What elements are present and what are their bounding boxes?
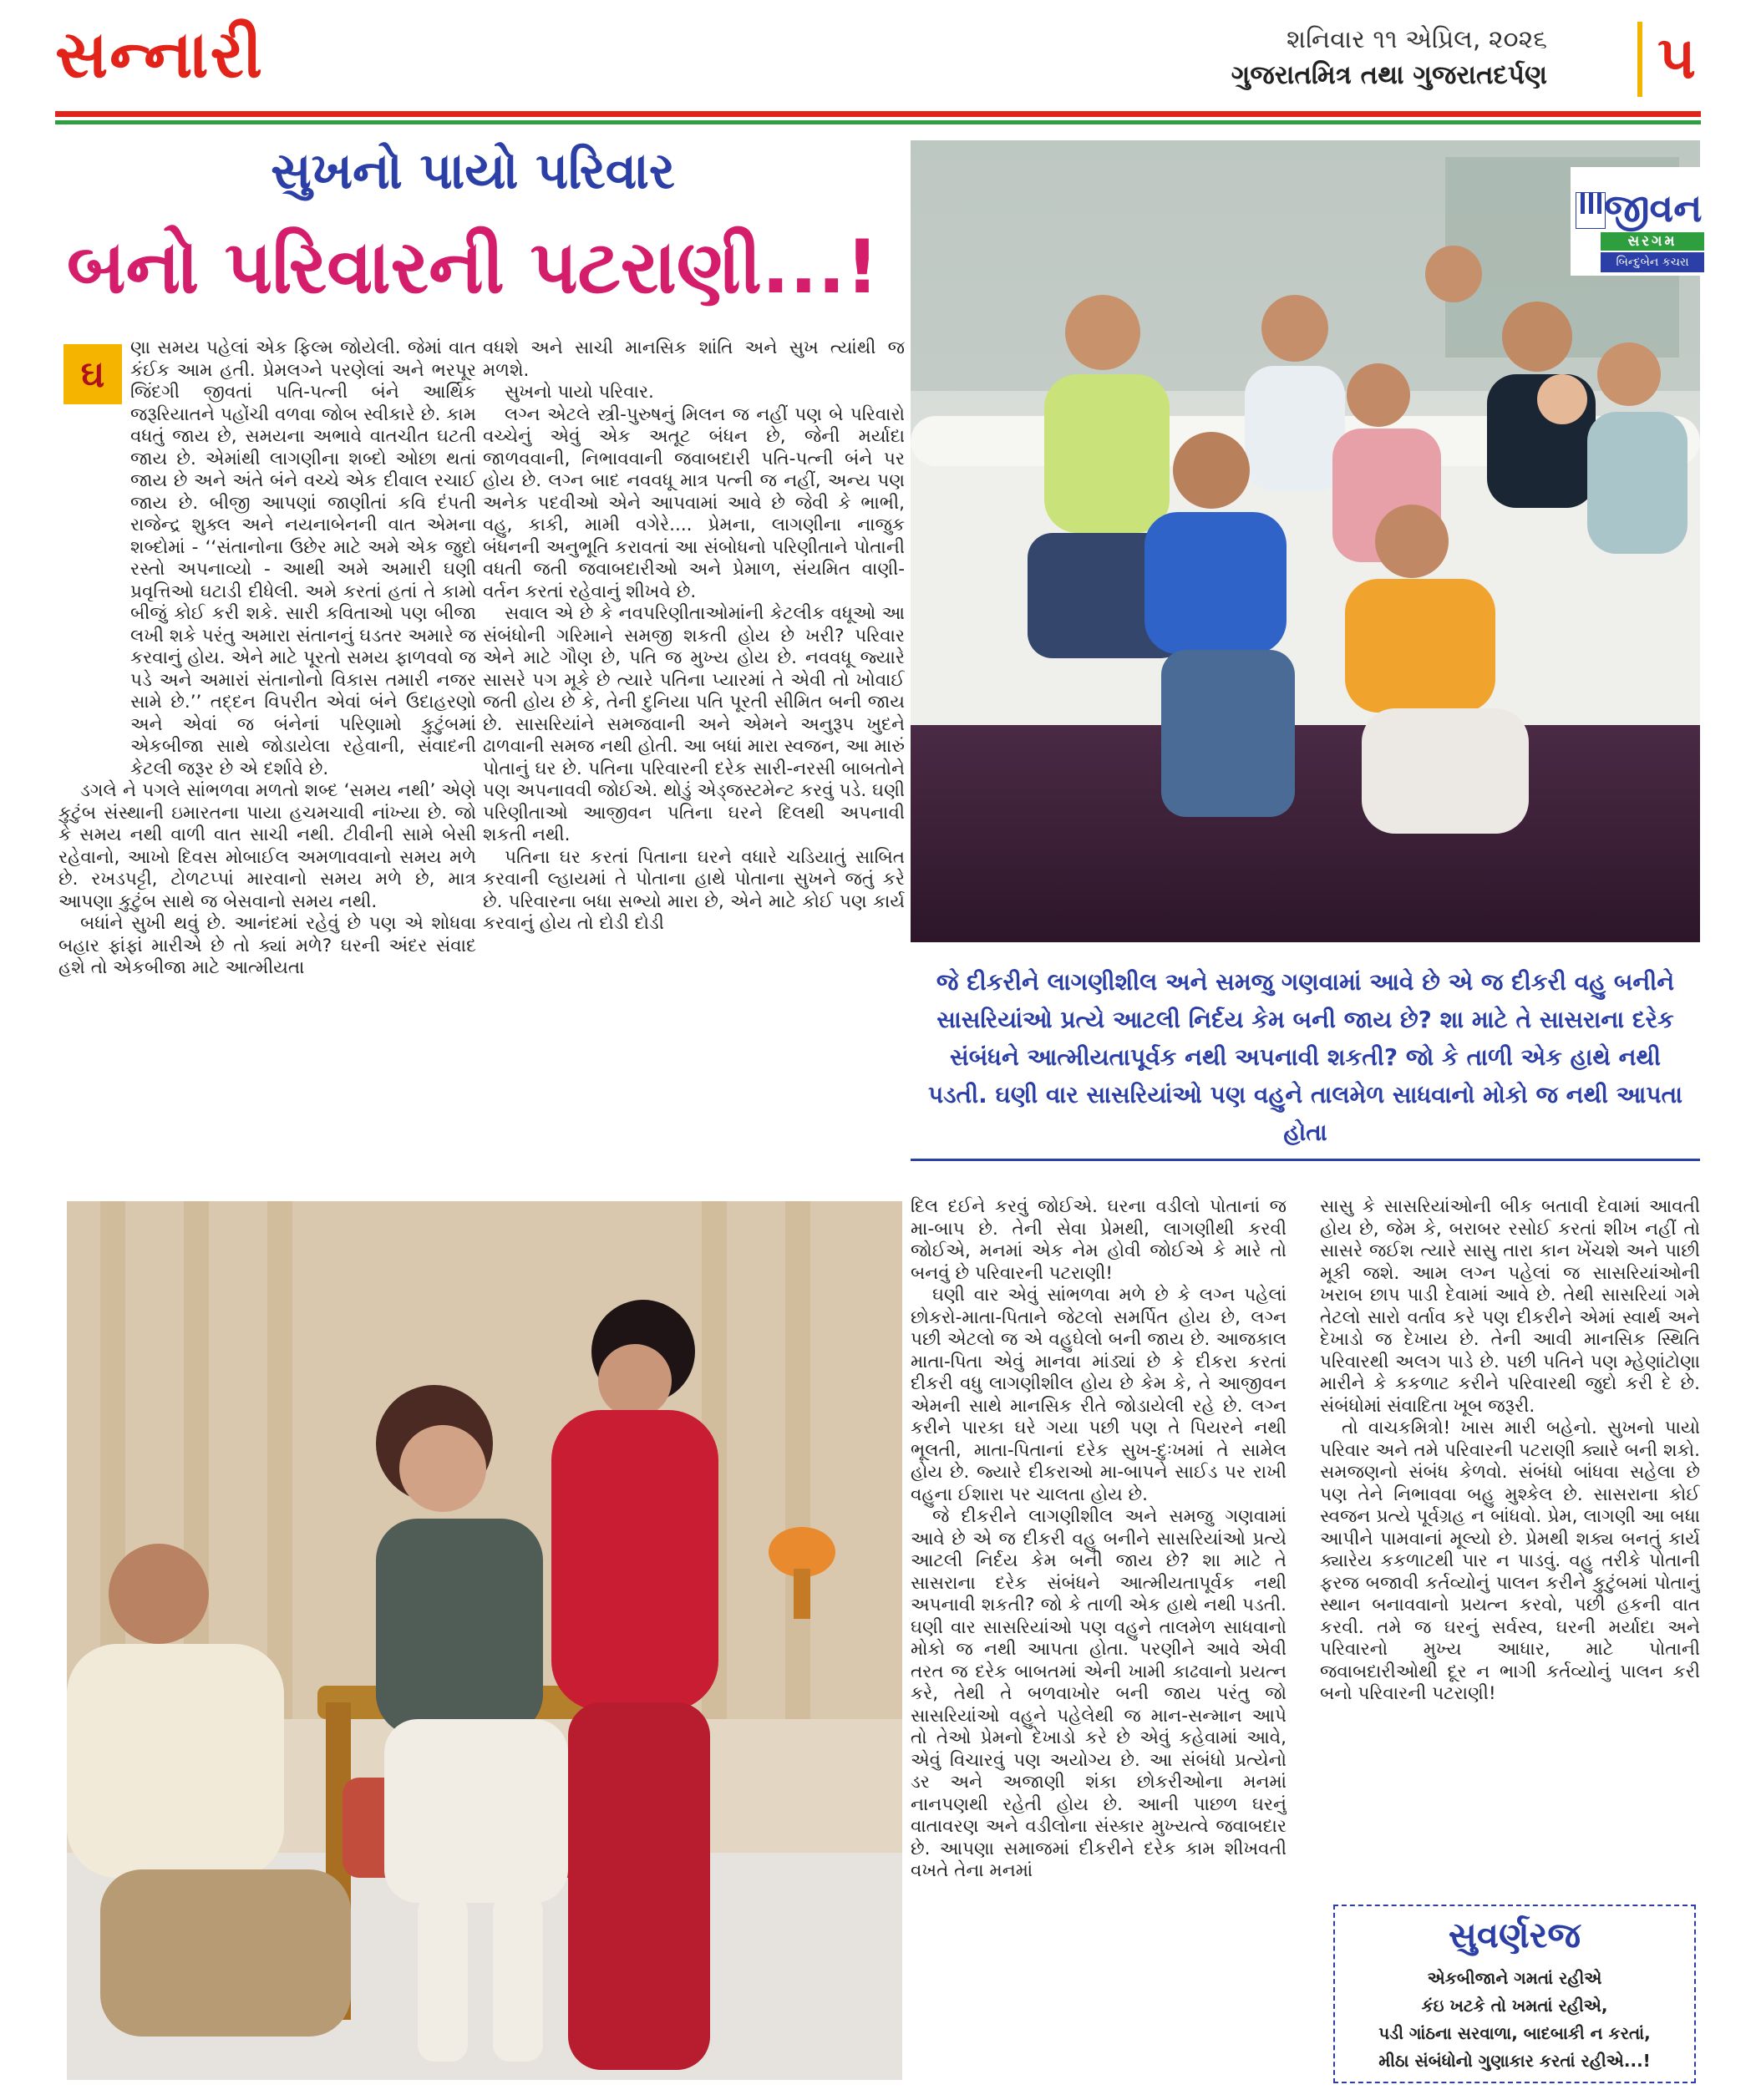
quote-title: સુવર્ણરજ (1448, 1915, 1581, 1955)
pullquote-text: જે દીકરીને લાગણીશીલ અને સમજુ ગણવામાં આવે છે એ જ દીકરી વહુ બનીને સાસરિયાંઓ પ્રત્યે આટલી નિર્દય કેમ બની જાય છે? શા માટે તે સાસરાના દરેક સંબંધને આત્મીયતાપૂર્વક નથી અપનાવી શકતી? જો કે તાળી એક હાથે નથી પડતી. ઘણી વાર સાસરિયાંઓ પણ વહુને તાલમેળ સાધવાનો મોકો જ નથી આપતા હોતા (928, 968, 1682, 1146)
paragraph: સાસુ કે સાસરિયાંઓની બીક બતાવી દેવામાં આવતી હોય છે, જેમ કે, બરાબર રસોઈ કરતાં શીખ નહીં તો સાસરે જઈશ ત્યારે સાસુ તારા કાન ખેંચશે અને પાછી મૂકી જશે. આમ લગ્ન પહેલાં જ સાસરિયાંઓની ખરાબ છાપ પાડી દેવામાં આવે છે. તેથી સાસરિયાં ગમે તેટલો સારો વર્તાવ કરે પણ દીકરીને એમાં સ્વાર્થ અને દેખાડો જ દેખાય છે. તેની આવી માનસિક સ્થિતિ પરિવારથી અલગ પાડે છે. પછી પતિને પણ મ્હેણાંટોણા મારીને કે કકળાટ કરીને પરિવારથી જુદો કરી દે છે. સંબંધોમાં સંવાદિતા ખૂબ જરૂરી. (1320, 1196, 1700, 1417)
paragraph: જે દીકરીને લાગણીશીલ અને સમજુ ગણવામાં આવે છે એ જ દીકરી વહુ બનીને સાસરિયાંઓ પ્રત્યે આટલી નિર્દય કેમ બની જાય છે? શા માટે તે સાસરાના દરેક સંબંધને આત્મીયતાપૂર્વક નથી અપનાવી શકતી? જો કે તાળી એક હાથે નથી પડતી. ઘણી વાર સાસરિયાંઓ પણ વહુને તાલમેળ સાધવાનો મોકો જ નથી આપતા હોતા. પરણીને આવે એવી તરત જ દરેક બાબતમાં એની ખામી કાઢવાનો પ્રયત્ન કરે, તેથી તે બળવાખોર બની જાય પરંતુ જો સાસરિયાંઓ વહુને પહેલેથી જ માન-સન્માન આપે તો તેઓ પ્રેમનો દેખાડો કરે છે એવું કહેવામાં આવે, એવું વિચારવું પણ અયોગ્ય છે. આ સંબંધો પ્રત્યેનો ડર અને અજાણી શંકા છોકરીઓના મનમાં નાનપણથી રહેતી હોય છે. આની પાછળ ઘરનું વાતાવરણ અને વડીલોના સંસ્કાર મુખ્યત્વે જવાબદાર છે. આપણા સમાજમાં દીકરીને દરેક કામ શીખવતી વખતે તેના મનમાં (911, 1506, 1287, 1881)
pullquote-box (911, 956, 1700, 1161)
paragraph: ઘણી વાર એવું સાંભળવા મળે છે કે લગ્ન પહેલાં છોકરો-માતા-પિતાને જેટલો સમર્પિત હોય છે, લગ્ન પછી એટલો જ એ વહુઘેલો બની જાય છે. આજકાલ માતા-પિતા એવું માનવા માંડ્યાં છે કે દીકરા કરતાં દીકરી વધુ લાગણીશીલ હોય છે કેમ કે, તે આજીવન એમની સાથે માનસિક રીતે જોડાયેલી રહે છે. લગ્ન કરીને પારકા ઘરે ગયા પછી પણ તે પિયરને નથી ભૂલતી, માતા-પિતાનાં દરેક સુખ-દુઃખમાં તે સામેલ હોય છે. જ્યારે દીકરાઓ મા-બાપને સાઈડ પર રાખી વહુના ઈશારા પર ચાલતા હોય છે. (911, 1285, 1287, 1505)
column-title: જીવન (1604, 185, 1703, 231)
article-column-3 (911, 1196, 1287, 2094)
elder-care-photo (67, 1201, 902, 2080)
article-kicker: સુખનો પાયો પરિવાર (271, 142, 675, 200)
quote-line: મીઠા સંબંધોનો ગુણાકાર કરતાં રહીએ...! (1378, 2051, 1651, 2071)
column-badge (1571, 167, 1704, 276)
issue-date: શનિવાર ૧૧ એપ્રિલ, ૨૦૨૬ (1286, 25, 1547, 54)
paragraph: સુખનો પાયો પરિવાર. (505, 382, 654, 403)
paragraph: ણા સમય પહેલાં એક ફિલ્મ જોયેલી. જેમાં વાત કંઈક આમ હતી. પ્રેમલગ્ને પરણેલાં અને ભરપૂર જિંદગી જીવતાં પતિ-પત્ની બંને આર્થિક જરૂરિયાતને પહોંચી વળવા જોબ સ્વીકારે છે. કામ વધતું જાય છે, સમયના અભાવે વાતચીત ઘટતી જાય છે. એમાંથી લાગણીના શબ્દો ઓછા થતાં જાય છે અને અંતે બંને વચ્ચે એક દીવાલ રચાઈ જાય છે. બીજી આપણાં જાણીતાં કવિ દંપતી રાજેન્દ્ર શુક્લ અને નયનાબેનની વાત એમના શબ્દોમાં - ‘‘સંતાનોના ઉછેર માટે અમે એક જુદો રસ્તો અપનાવ્યો - આથી અમે અમારી ઘણી પ્રવૃત્તિઓ ઘટાડી દીધેલી. અમે કરતાં હતાં તે કામો બીજું કોઈ કરી શકે. સારી કવિતાઓ પણ બીજા લખી શકે પરંતુ અમારા સંતાનનું ઘડતર અમારે જ કરવાનું હોય. એને માટે પૂરતો સમય ફાળવવો જ પડે અને અમારાં સંતાનોનો વિકાસ તમારી નજર સામે છે.’’ તદ્દન વિપરીત એવાં બંને ઉદાહરણો અને એવાં જ બંનેનાં પરિણામો કુટુંબમાં એકબીજા સાથે જોડાયેલા રહેવાની, સંવાદની કેટલી જરૂર છે એ દર્શાવે છે. (130, 337, 476, 779)
piano-keys-icon (1576, 192, 1606, 229)
paragraph: તો વાચકમિત્રો! ખાસ મારી બહેનો. સુખનો પાયો પરિવાર અને તમે પરિવારની પટરાણી ક્યારે બની શકો. સમજણનો સંબંધ કેળવો. સંબંધો બાંધવા સહેલા છે પણ તેને નિભાવવા બહુ મુશ્કેલ છે. સાસરાના કોઈ સ્વજન પ્રત્યે પૂર્વગ્રહ ન બાંધવો. પ્રેમ, લાગણી આ બધા આપીને પામવાનાં મૂલ્યો છે. પ્રેમથી શક્ય બનતું કાર્ય ક્યારેય કકળાટથી પાર ન પાડવું. વહુ તરીકે પોતાની ફરજ બજાવી કર્તવ્યોનું પાલન કરીને કુટુંબમાં પોતાનું સ્થાન બનાવવાનો પ્રયત્ન કરવો, પછી હકની વાત કરવી. તમે જ ઘરનું સર્વસ્વ, ઘરની મર્યાદા અને પરિવારનો મુખ્ય આધાર, માટે પોતાની જવાબદારીઓથી દૂર ન ભાગી કર્તવ્યોનું પાલન કરી બનો પરિવારની પટરાણી! (1320, 1418, 1700, 1704)
newspaper-name: ગુજરાતમિત્ર તથા ગુજરાતદર્પણ (1231, 60, 1547, 90)
elder-care-photo-illustration (67, 1201, 902, 2080)
header-divider (1637, 22, 1642, 97)
column-subtitle: સરગમ (1601, 232, 1704, 251)
quote-line: પડી ગાંઠના સરવાળા, બાદબાકી ન કરતાં, (1378, 2023, 1651, 2043)
paragraph: ડગલે ને પગલે સાંભળવા મળતો શબ્દ ‘સમય નથી’ એણે કુટુંબ સંસ્થાની ઇમારતના પાયા હચમચાવી નાંખ્યા છે. જો કે સમય નથી વાળી વાત સાચી નથી. ટીવીની સામે બેસી રહેવાનો, આખો દિવસ મોબાઈલ અમળાવવાનો સમય મળે છે. રખડપટ્ટી, ટોળટપ્પાં મારવાનો સમય મળે છે, માત્ર આપણા કુટુંબ સાથે જ બેસવાનો સમય નથી. (58, 780, 476, 912)
drop-cap: ઘ (63, 344, 122, 404)
paragraph: લગ્ન એટલે સ્ત્રી-પુરુષનું મિલન જ નહીં પણ બે પરિવારો વચ્ચેનું એવું એક અતૂટ બંધન છે, જેની મર્યાદા જાળવવાની, નિભાવવાની જવાબદારી પતિ-પત્ની બંને પર હોય છે. લગ્ન બાદ નવવધૂ માત્ર પત્ની જ નહીં, અન્ય પણ અનેક પદવીઓ એને આપવામાં આવે છે જેવી કે ભાભી, વહુ, કાકી, મામી વગેરે.... પ્રેમના, લાગણીના નાજુક બંધનની અનુભૂતિ કરાવતાં આ સંબોધનો પરિણીતાને પોતાની વધતી જતી જવાબદારીઓ અને પ્રેમાળ, સંયમિત વાણી-વર્તન કરતાં રહેવાનું શીખવે છે. (483, 403, 905, 602)
header-rule-red (55, 111, 1701, 117)
quote-line: કંઇ ખટકે તો ખમતાં રહીએ, (1421, 1996, 1608, 2016)
article-headline: બનો પરિવારની પટરાણી...! (66, 224, 880, 310)
paragraph: બધાંને સુખી થવું છે. આનંદમાં રહેવું છે પણ એ શોધવા બહાર ફાંફાં મારીએ છે તો ક્યાં મળે? ઘરની અંદર સંવાદ હશે તો એકબીજા માટે આત્મીયતા (58, 913, 476, 978)
column-author: બિન્દુબેન કચરા (1601, 252, 1704, 272)
suvarnaraj-box (1333, 1905, 1696, 2083)
quote-line: એકબીજાને ગમતાં રહીએ (1427, 1968, 1602, 1988)
article-column-2 (483, 337, 905, 1181)
paragraph: સવાલ એ છે કે નવપરિણીતાઓમાંની કેટલીક વધૂઓ આ સંબંધોની ગરિમાને સમજી શકતી હોય છે ખરી? પરિવાર એને માટે ગૌણ છે, પતિ જ મુખ્ય હોય છે. નવવધૂ જ્યારે સાસરે પગ મૂકે છે ત્યારે પતિના પ્યારમાં તે એવી તો ખોવાઈ જતી હોય છે કે, તેની દુનિયા પતિ પૂરતી સીમિત બની જાય છે. સાસરિયાંને સમજવાની અને એમને અનુરૂપ ખુદને ઢાળવાની સમજ નથી હોતી. આ બધાં મારા સ્વજન, આ મારું પોતાનું ઘર છે. પતિના પરિવારની દરેક સારી-નરસી બાબતોને પણ અપનાવવી જોઈએ. થોડું એડ્જસ્ટમેન્ટ કરવું પડે. ઘણી પરિણીતાઓ આજીવન પતિના ઘરને દિલથી અપનાવી શકતી નથી. (483, 603, 905, 845)
article-column-4 (1320, 1196, 1700, 1898)
page-number: ૫ (1657, 23, 1696, 92)
article-column-1 (58, 337, 476, 1181)
quote-lines (1335, 1965, 1694, 2075)
paragraph: વધશે અને સાચી માનસિક શાંતિ અને સુખ ત્યાંથી જ મળશે. (483, 337, 905, 381)
masthead: સન્નારી (55, 17, 265, 93)
paragraph: પતિના ઘર કરતાં પિતાના ઘરને વધારે ચડિયાતું સાબિત કરવાની લ્હાયમાં તે પોતાના હાથે પોતાના સુખને જતું કરે છે. પરિવારના બધા સભ્યો મારા છે, એને માટે કોઈ પણ કાર્ય કરવાનું હોય તો દોડી દોડી (483, 846, 905, 934)
header-rule-green (55, 120, 1701, 124)
paragraph: દિલ દઈને કરવું જોઈએ. ઘરના વડીલો પોતાનાં જ મા-બાપ છે. તેની સેવા પ્રેમથી, લાગણીથી કરવી જોઈએ, મનમાં એક નેમ હોવી જોઈએ કે મારે તો બનવું છે પરિવારની પટરાણી! (911, 1196, 1287, 1284)
